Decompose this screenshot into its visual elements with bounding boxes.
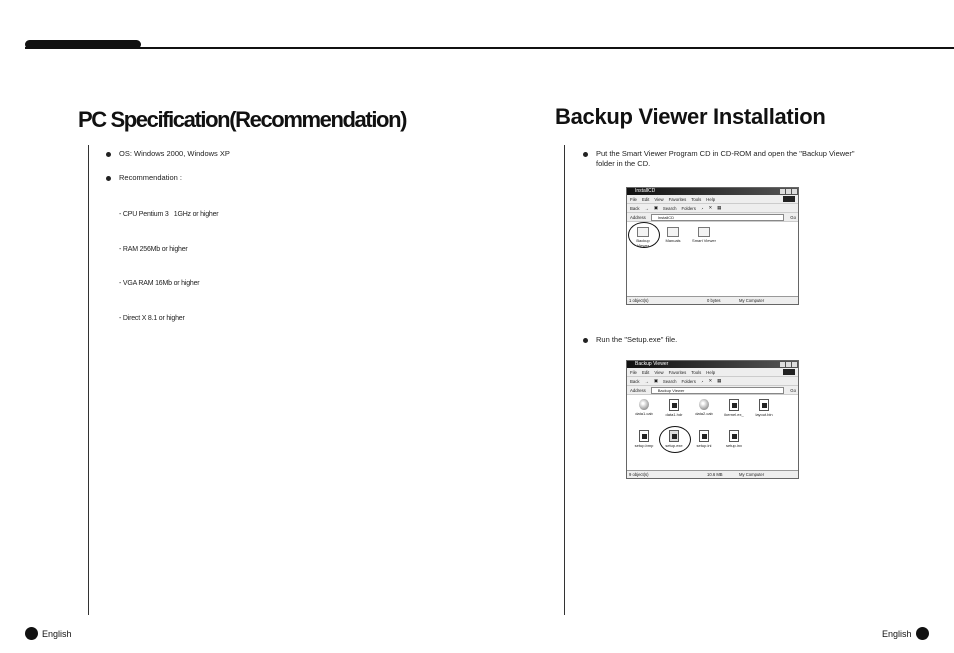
header-rule [25,47,954,49]
menu-favorites[interactable]: Favorites [668,369,687,375]
menu-file[interactable]: File [630,196,637,202]
step1-line2: folder in the CD. [596,159,651,168]
footer-dot-right [916,627,929,640]
address-field[interactable]: Backup Viewer [651,387,784,394]
folders-button[interactable]: Folders [681,378,696,384]
bullet-icon [583,152,588,157]
cab-file-icon [699,399,709,410]
file-view [627,222,798,305]
window-titlebar [627,361,798,368]
up-folder-icon[interactable]: ▣ [653,378,658,383]
document-icon [729,399,739,411]
close-icon[interactable] [792,189,797,194]
back-button[interactable]: Back [630,378,640,384]
recommendation-label: Recommendation : [119,173,182,182]
footer-dot-left [25,627,38,640]
maximize-icon[interactable] [786,189,791,194]
menu-help[interactable]: Help [706,196,716,202]
views-icon[interactable]: ▦ [717,378,722,383]
file-item-data1-cab[interactable]: data1.cab [632,399,656,416]
file-item-setup-bmp[interactable]: setup.bmp [632,430,656,448]
status-bar [627,470,798,478]
footer-language-right: English [882,629,912,639]
status-object-count: 9 object(s) [629,472,649,477]
close-icon[interactable] [792,362,797,367]
cab-file-icon [639,399,649,410]
file-view [627,395,798,479]
file-item-data1-hdr[interactable]: data1.hdr [662,399,686,417]
file-item-data2-cab[interactable]: data2.cab [692,399,716,416]
folder-icon [667,227,679,237]
page-title-right: Backup Viewer Installation [555,104,826,129]
menu-help[interactable]: Help [706,369,716,375]
bullet-icon [583,338,588,343]
left-margin-rule [88,145,89,615]
folder-item-smart-viewer[interactable]: Smart Viewer [689,227,719,243]
delete-icon[interactable]: ✕ [708,205,713,210]
explorer-window-installcd [626,187,799,305]
document-icon [729,430,739,442]
folders-button[interactable]: Folders [681,205,696,211]
footer-language-left: English [42,629,72,639]
go-button[interactable]: Go [790,387,796,393]
toolbar [627,204,798,213]
address-label: Address [630,214,646,220]
minimize-icon[interactable] [780,189,785,194]
spec-item-vga: - VGA RAM 16Mb or higher [119,280,200,287]
step2-text: Run the "Setup.exe" file. [596,335,678,344]
window-title: InstallCD [635,188,656,194]
folder-item-manuals[interactable]: Manuals [660,227,686,243]
spec-item-ram: - RAM 256Mb or higher [119,245,188,253]
spec-list [119,186,218,336]
document-icon [669,399,679,411]
history-icon[interactable]: ◔ [700,378,704,384]
menu-file[interactable]: File [630,369,637,375]
file-item-setup-ini[interactable]: setup.ini [692,430,716,448]
menu-view[interactable]: View [654,196,664,202]
menu-view[interactable]: View [654,369,664,375]
menu-tools[interactable]: Tools [691,196,702,202]
folder-item-backup-viewer[interactable]: Backup Viewer [630,227,656,248]
views-icon[interactable]: ▦ [717,205,722,210]
menu-bar [627,368,798,377]
address-bar [627,213,798,222]
status-size: 10.6 MB [707,472,723,477]
menu-favorites[interactable]: Favorites [668,196,687,202]
status-size: 0 bytes [707,298,721,303]
menu-edit[interactable]: Edit [641,369,650,375]
history-icon[interactable]: ◔ [700,205,704,211]
page-title-left: PC Specification(Recommendation) [78,107,407,132]
document-icon [759,399,769,411]
back-button[interactable]: Back [630,205,640,211]
file-item-ikernel[interactable]: ikernel.ex_ [722,399,746,417]
file-item-setup-inx[interactable]: setup.inx [722,430,746,448]
right-margin-rule [564,145,565,615]
menu-edit[interactable]: Edit [641,196,650,202]
ini-file-icon [699,430,709,442]
menu-tools[interactable]: Tools [691,369,702,375]
forward-arrow-icon[interactable]: → [644,378,649,384]
highlight-circle [628,222,660,248]
menu-bar [627,195,798,204]
address-bar [627,386,798,395]
windows-logo-icon [783,369,795,375]
status-location: My Computer [739,472,765,477]
spec-item-directx: - Direct X 8.1 or higher [119,314,185,322]
spec-item-cpu: - CPU Pentium 3 1GHz or higher [119,211,219,218]
bullet-icon [106,176,111,181]
file-item-setup-exe[interactable]: setup.exe [662,430,686,448]
minimize-icon[interactable] [780,362,785,367]
window-titlebar [627,188,798,195]
address-label: Address [630,387,646,393]
window-title: Backup Viewer [635,361,669,367]
image-file-icon [639,430,649,442]
toolbar [627,377,798,386]
address-field[interactable]: InstallCD [651,214,784,221]
highlight-circle [659,426,691,453]
delete-icon[interactable]: ✕ [708,378,713,383]
explorer-window-backup-viewer [626,360,799,479]
up-folder-icon[interactable]: ▣ [653,205,658,210]
maximize-icon[interactable] [786,362,791,367]
folder-icon [698,227,710,237]
os-spec-text: OS: Windows 2000, Windows XP [119,149,230,158]
file-item-layout-bin[interactable]: layout.bin [752,399,776,417]
status-location: My Computer [739,298,765,303]
status-object-count: 1 object(s) [629,298,649,303]
status-bar [627,296,798,304]
search-button[interactable]: Search [662,378,677,384]
windows-logo-icon [783,196,795,202]
search-button[interactable]: Search [662,205,677,211]
go-button[interactable]: Go [790,214,796,220]
step1-line1: Put the Smart Viewer Program CD in CD-ROM and open the "Backup Viewer" [596,149,855,158]
forward-arrow-icon[interactable]: → [644,205,649,211]
bullet-icon [106,152,111,157]
